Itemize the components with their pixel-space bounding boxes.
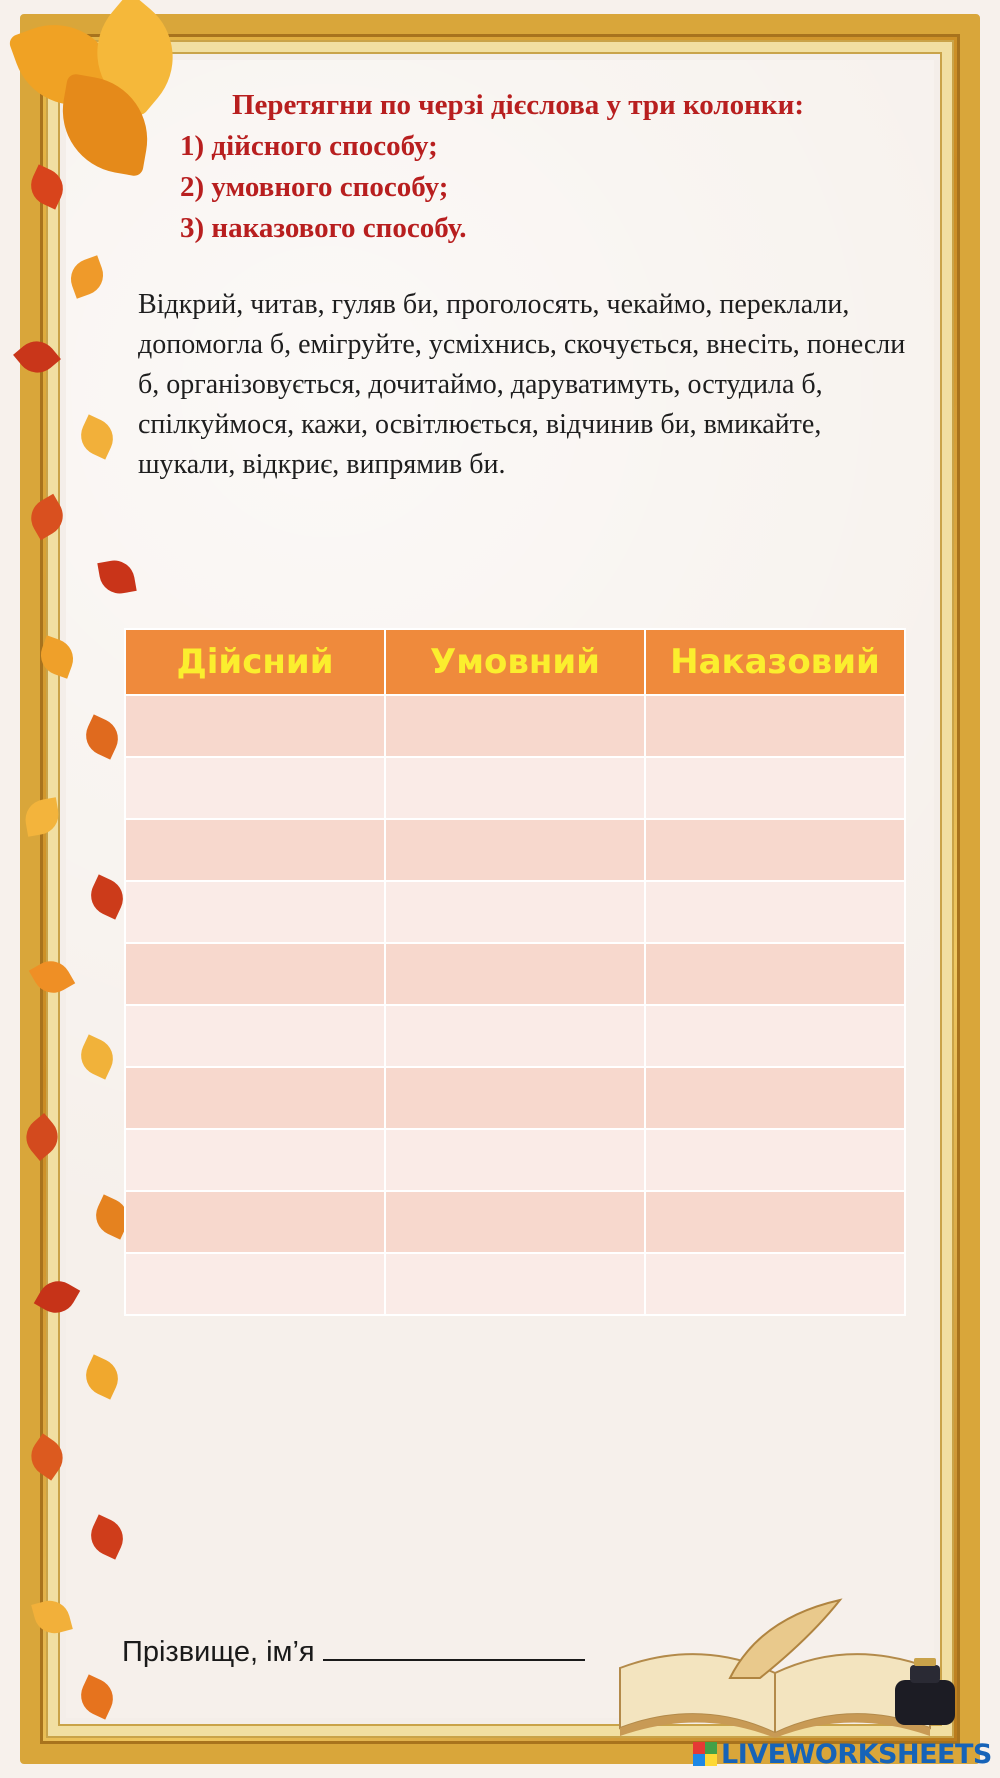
- table-row: [125, 1253, 905, 1315]
- drop-cell[interactable]: [125, 757, 385, 819]
- drop-cell[interactable]: [125, 1005, 385, 1067]
- column-header-indicative: Дійсний: [125, 629, 385, 695]
- drop-cell[interactable]: [645, 1067, 905, 1129]
- drop-cell[interactable]: [645, 1191, 905, 1253]
- drop-cell[interactable]: [385, 1067, 645, 1129]
- column-header-conditional: Умовний: [385, 629, 645, 695]
- table-row: [125, 1191, 905, 1253]
- instruction-heading: Перетягни по черзі дієслова у три колонки:: [232, 89, 804, 121]
- instruction-item: 3) наказового способу.: [180, 212, 467, 244]
- table-row: [125, 881, 905, 943]
- drop-cell[interactable]: [645, 1253, 905, 1315]
- drop-cell[interactable]: [645, 943, 905, 1005]
- drop-cell[interactable]: [385, 1005, 645, 1067]
- table-row: [125, 943, 905, 1005]
- drop-cell[interactable]: [385, 1191, 645, 1253]
- table-header-row: [125, 629, 905, 695]
- drop-cell[interactable]: [125, 819, 385, 881]
- sorting-table: [124, 628, 906, 1316]
- drop-cell[interactable]: [385, 757, 645, 819]
- table-row: [125, 1005, 905, 1067]
- drop-cell[interactable]: [125, 1191, 385, 1253]
- table-row: [125, 695, 905, 757]
- table-row: [125, 1067, 905, 1129]
- drop-cell[interactable]: [125, 1253, 385, 1315]
- drop-cell[interactable]: [125, 695, 385, 757]
- drop-cell[interactable]: [385, 1129, 645, 1191]
- instruction-item: 2) умовного способу;: [180, 171, 449, 203]
- brand-name: LIVEWORKSHEETS: [721, 1738, 992, 1770]
- drop-cell[interactable]: [385, 881, 645, 943]
- drop-cell[interactable]: [645, 881, 905, 943]
- table-row: [125, 1129, 905, 1191]
- verb-word-list: Відкрий, читав, гуляв би, проголосять, чекаймо, переклали, допомогла б, емігруйте, усміхнись, скочується, внесіть, понесли б, організовується, дочитаймо, даруватимуть, остудила б, спілкуймося, кажи, освітлюється, відчинив би, вмикайте, шукали, відкриє, випрямив би.: [138, 289, 906, 480]
- task-instruction: [180, 85, 900, 249]
- table-row: [125, 819, 905, 881]
- drop-cell[interactable]: [645, 695, 905, 757]
- liveworksheets-brand: [693, 1734, 992, 1774]
- name-input-line[interactable]: [323, 1637, 585, 1661]
- drop-cell[interactable]: [125, 881, 385, 943]
- drop-cell[interactable]: [645, 1129, 905, 1191]
- name-label: Прізвище, ім’я: [122, 1636, 315, 1668]
- drop-cell[interactable]: [385, 943, 645, 1005]
- drop-cell[interactable]: [125, 1129, 385, 1191]
- drop-cell[interactable]: [645, 1005, 905, 1067]
- liveworksheets-logo-icon: [693, 1742, 717, 1766]
- drop-cell[interactable]: [385, 695, 645, 757]
- drop-cell[interactable]: [125, 1067, 385, 1129]
- student-name-field: [122, 1636, 585, 1669]
- inkwell-icon: [880, 1640, 970, 1730]
- drop-cell[interactable]: [125, 943, 385, 1005]
- column-header-imperative: Наказовий: [645, 629, 905, 695]
- drop-cell[interactable]: [385, 819, 645, 881]
- drop-cell[interactable]: [645, 757, 905, 819]
- drop-cell[interactable]: [385, 1253, 645, 1315]
- instruction-item: 1) дійсного способу;: [180, 130, 438, 162]
- drop-cell[interactable]: [645, 819, 905, 881]
- table-row: [125, 757, 905, 819]
